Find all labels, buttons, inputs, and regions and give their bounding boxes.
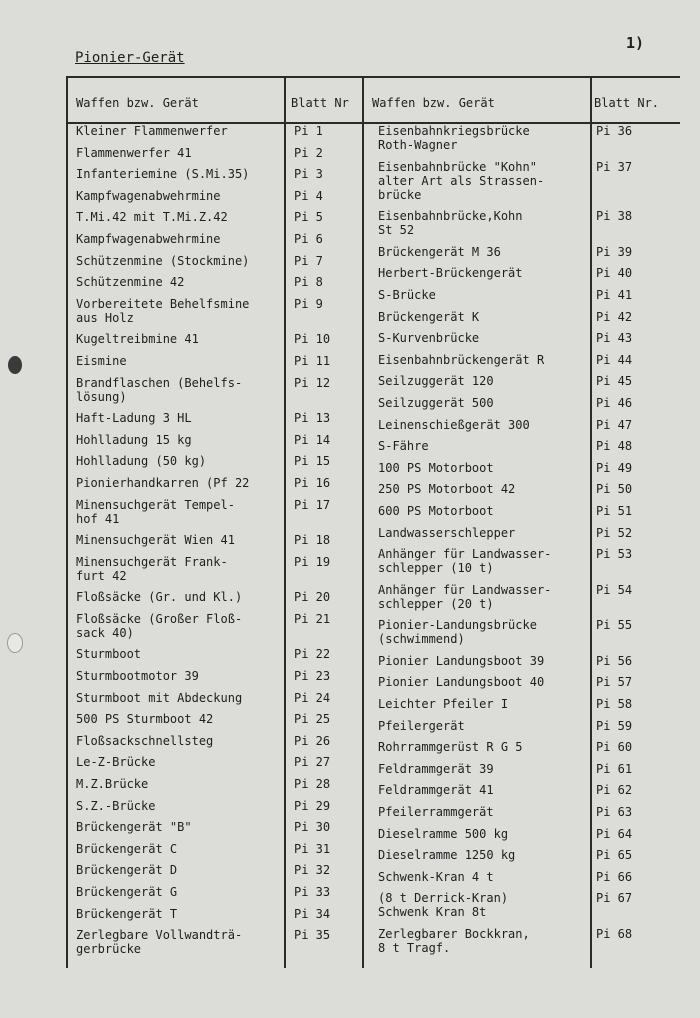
sheet-number: Pi 49: [596, 460, 633, 475]
equipment-name: Zerlegbare Vollwandträ- gerbrücke: [76, 928, 243, 957]
sheet-number: Pi 65: [596, 848, 633, 863]
table-row: [76, 498, 366, 534]
table-row: [76, 734, 366, 756]
equipment-name: Le-Z-Brücke: [76, 755, 156, 770]
equipment-name: Infanteriemine (S.Mi.35): [76, 167, 250, 182]
table-row: [378, 848, 668, 870]
equipment-name: Brückengerät D: [76, 863, 178, 878]
equipment-name: S-Brücke: [378, 287, 436, 302]
sheet-number: Pi 2: [294, 145, 323, 160]
table-row: [76, 555, 366, 591]
table-row: [76, 254, 366, 276]
table-row: [378, 245, 668, 267]
equipment-name: Sturmbootmotor 39: [76, 669, 199, 684]
equipment-name: Pionier Landungsboot 40: [378, 675, 545, 690]
equipment-name: Herbert-Brückengerät: [378, 266, 523, 281]
sheet-number: Pi 31: [294, 841, 331, 856]
table-row: [76, 885, 366, 907]
sheet-number: Pi 29: [294, 798, 331, 813]
equipment-table: [66, 76, 680, 968]
table-row: [378, 504, 668, 526]
equipment-name: Kugeltreibmine 41: [76, 332, 199, 347]
sheet-number: Pi 28: [294, 777, 331, 792]
equipment-name: Dieselramme 500 kg: [378, 826, 509, 841]
equipment-name: Hohlladung 15 kg: [76, 432, 192, 447]
table-row: [378, 870, 668, 892]
sheet-number: Pi 64: [596, 826, 633, 841]
table-row: [76, 691, 366, 713]
table-row: [378, 418, 668, 440]
header-right-name: Waffen bzw. Gerät: [372, 96, 495, 110]
table-row: [76, 928, 366, 964]
equipment-name: Zerlegbarer Bockkran, 8 t Tragf.: [378, 927, 530, 955]
table-row: [378, 891, 668, 927]
header-left-blatt: Blatt Nr: [291, 96, 349, 110]
table-row: [378, 288, 668, 310]
equipment-name: Pfeilergerät: [378, 718, 465, 733]
sheet-number: Pi 40: [596, 266, 633, 281]
punch-hole-icon: [8, 356, 22, 374]
table-row: [76, 232, 366, 254]
table-row: [76, 354, 366, 376]
sheet-number: Pi 9: [294, 296, 323, 311]
sheet-number: Pi 39: [596, 244, 633, 259]
sheet-number: Pi 21: [294, 611, 331, 626]
page-number: 1): [626, 34, 645, 52]
sheet-number: Pi 61: [596, 761, 633, 776]
equipment-name: Kampfwagenabwehrmine: [76, 231, 221, 246]
sheet-number: Pi 52: [596, 525, 633, 540]
table-row: [378, 697, 668, 719]
sheet-number: Pi 20: [294, 590, 331, 605]
right-column: [378, 124, 668, 963]
equipment-name: Flammenwerfer 41: [76, 145, 192, 160]
equipment-name: Brückengerät C: [76, 841, 178, 856]
table-row: [76, 476, 366, 498]
equipment-name: 250 PS Motorboot 42: [378, 482, 516, 497]
table-row: [76, 647, 366, 669]
table-row: [76, 907, 366, 929]
sheet-number: Pi 24: [294, 690, 331, 705]
table-row: [378, 927, 668, 963]
equipment-name: (8 t Derrick-Kran) Schwenk Kran 8t: [378, 891, 509, 920]
table-row: [76, 590, 366, 612]
sheet-number: Pi 8: [294, 275, 323, 290]
sheet-number: Pi 15: [294, 454, 331, 469]
equipment-name: Vorbereitete Behelfsmine aus Holz: [76, 296, 250, 325]
table-row: [378, 374, 668, 396]
sheet-number: Pi 62: [596, 783, 633, 798]
equipment-name: Brückengerät M 36: [378, 244, 501, 259]
table-row: [76, 799, 366, 821]
table-row: [76, 124, 366, 146]
sheet-number: Pi 63: [596, 805, 633, 820]
sheet-number: Pi 18: [294, 533, 331, 548]
equipment-name: Schützenmine 42: [76, 275, 185, 290]
equipment-name: Feldrammgerät 41: [378, 783, 494, 798]
sheet-number: Pi 3: [294, 167, 323, 182]
table-row: [76, 533, 366, 555]
equipment-name: Eisenbahnkriegsbrücke Roth-Wagner: [378, 124, 530, 152]
table-row: [76, 777, 366, 799]
sheet-number: Pi 10: [294, 332, 331, 347]
sheet-number: Pi 68: [596, 927, 633, 941]
equipment-name: Leinenschießgerät 300: [378, 417, 530, 432]
sheet-number: Pi 26: [294, 733, 331, 748]
table-row: [76, 863, 366, 885]
table-row: [378, 675, 668, 697]
table-row: [378, 124, 668, 160]
sheet-number: Pi 4: [294, 188, 323, 203]
equipment-name: Eisenbahnbrückengerät R: [378, 352, 545, 367]
table-row: [76, 669, 366, 691]
column-divider: [66, 78, 68, 968]
sheet-number: Pi 50: [596, 482, 633, 497]
equipment-name: Pionier-Landungsbrücke (schwimmend): [378, 618, 537, 647]
equipment-name: Sturmboot: [76, 647, 142, 662]
sheet-number: Pi 55: [596, 618, 633, 633]
sheet-number: Pi 38: [596, 209, 633, 224]
equipment-name: Leichter Pfeiler I: [378, 697, 509, 712]
sheet-number: Pi 14: [294, 432, 331, 447]
table-row: [76, 167, 366, 189]
table-row: [378, 310, 668, 332]
table-row: [378, 783, 668, 805]
sheet-number: Pi 48: [596, 439, 633, 454]
equipment-name: M.Z.Brücke: [76, 777, 149, 792]
equipment-name: Minensuchgerät Frank- furt 42: [76, 554, 228, 583]
sheet-number: Pi 13: [294, 411, 331, 426]
equipment-name: Floßsäcke (Gr. und Kl.): [76, 590, 243, 605]
sheet-number: Pi 56: [596, 653, 633, 668]
table-row: [378, 266, 668, 288]
equipment-name: Dieselramme 1250 kg: [378, 848, 516, 863]
table-row: [76, 411, 366, 433]
sheet-number: Pi 16: [294, 475, 331, 490]
table-row: [76, 755, 366, 777]
equipment-name: Feldrammgerät 39: [378, 761, 494, 776]
equipment-name: Anhänger für Landwasser- schlepper (10 t): [378, 547, 552, 576]
sheet-number: Pi 46: [596, 395, 633, 410]
table-row: [378, 547, 668, 583]
sheet-number: Pi 25: [294, 712, 331, 727]
equipment-name: 100 PS Motorboot: [378, 460, 494, 475]
sheet-number: Pi 17: [294, 497, 331, 512]
equipment-name: Sturmboot mit Abdeckung: [76, 690, 243, 705]
sheet-number: Pi 42: [596, 309, 633, 324]
equipment-name: Anhänger für Landwasser- schlepper (20 t): [378, 582, 552, 611]
equipment-name: S-Fähre: [378, 439, 429, 454]
sheet-number: Pi 37: [596, 159, 633, 174]
sheet-number: Pi 5: [294, 210, 323, 225]
equipment-name: Pionierhandkarren (Pf 22: [76, 475, 250, 490]
sheet-number: Pi 6: [294, 231, 323, 246]
equipment-name: Brückengerät T: [76, 906, 178, 921]
sheet-number: Pi 34: [294, 906, 331, 921]
equipment-name: Seilzuggerät 120: [378, 374, 494, 389]
equipment-name: 500 PS Sturmboot 42: [76, 712, 214, 727]
equipment-name: Kleiner Flammenwerfer: [76, 124, 228, 138]
equipment-name: Floßsackschnellsteg: [76, 733, 214, 748]
table-row: [76, 433, 366, 455]
sheet-number: Pi 54: [596, 582, 633, 597]
sheet-number: Pi 35: [294, 928, 331, 943]
sheet-number: Pi 36: [596, 124, 633, 138]
table-row: [76, 332, 366, 354]
sheet-number: Pi 59: [596, 718, 633, 733]
document-title: Pionier-Gerät: [75, 50, 185, 66]
table-row: [378, 654, 668, 676]
table-row: [378, 209, 668, 245]
sheet-number: Pi 11: [294, 353, 331, 368]
equipment-name: Seilzuggerät 500: [378, 395, 494, 410]
table-row: [378, 331, 668, 353]
equipment-name: Haft-Ladung 3 HL: [76, 411, 192, 426]
equipment-name: Schwenk-Kran 4 t: [378, 869, 494, 884]
equipment-name: Landwasserschlepper: [378, 525, 516, 540]
sheet-number: Pi 32: [294, 863, 331, 878]
sheet-number: Pi 41: [596, 287, 633, 302]
table-row: [76, 454, 366, 476]
sheet-number: Pi 7: [294, 253, 323, 268]
equipment-name: Brückengerät "B": [76, 820, 192, 835]
table-row: [76, 712, 366, 734]
equipment-name: Eisenbahnbrücke "Kohn" alter Art als Strassen- brücke: [378, 159, 545, 202]
sheet-number: Pi 33: [294, 885, 331, 899]
table-row: [76, 376, 366, 412]
equipment-name: Minensuchgerät Wien 41: [76, 533, 235, 548]
equipment-name: Kampfwagenabwehrmine: [76, 188, 221, 203]
sheet-number: Pi 43: [596, 331, 633, 346]
table-row: [378, 618, 668, 654]
table-row: [378, 762, 668, 784]
sheet-number: Pi 30: [294, 820, 331, 835]
table-row: [378, 719, 668, 741]
equipment-name: Rohrrammgerüst R G 5: [378, 740, 523, 755]
table-row: [76, 189, 366, 211]
equipment-name: Hohlladung (50 kg): [76, 454, 207, 469]
sheet-number: Pi 45: [596, 374, 633, 389]
table-row: [76, 820, 366, 842]
sheet-number: Pi 47: [596, 417, 633, 432]
sheet-number: Pi 12: [294, 375, 331, 390]
equipment-name: Brückengerät G: [76, 885, 178, 899]
sheet-number: Pi 53: [596, 547, 633, 562]
table-row: [378, 353, 668, 375]
equipment-name: Brückengerät K: [378, 309, 480, 324]
table-row: [76, 612, 366, 648]
equipment-name: Floßsäcke (Großer Floß- sack 40): [76, 611, 243, 640]
equipment-name: T.Mi.42 mit T.Mi.Z.42: [76, 210, 228, 225]
equipment-name: Schützenmine (Stockmine): [76, 253, 250, 268]
table-row: [378, 482, 668, 504]
sheet-number: Pi 67: [596, 891, 633, 906]
table-row: [76, 297, 366, 333]
table-row: [378, 439, 668, 461]
table-row: [378, 740, 668, 762]
sheet-number: Pi 1: [294, 124, 323, 138]
equipment-name: Brandflaschen (Behelfs- lösung): [76, 375, 243, 404]
sheet-number: Pi 44: [596, 352, 633, 367]
sheet-number: Pi 22: [294, 647, 331, 662]
equipment-name: 600 PS Motorboot: [378, 503, 494, 518]
sheet-number: Pi 60: [596, 740, 633, 755]
table-row: [378, 583, 668, 619]
header-right-blatt: Blatt Nr.: [594, 96, 660, 110]
equipment-name: Pfeilerrammgerät: [378, 805, 494, 820]
punch-hole-icon: [8, 634, 22, 652]
table-row: [378, 396, 668, 418]
table-row: [378, 160, 668, 210]
sheet-number: Pi 58: [596, 697, 633, 712]
equipment-name: Eisenbahnbrücke,Kohn St 52: [378, 209, 523, 238]
sheet-number: Pi 66: [596, 869, 633, 884]
sheet-number: Pi 51: [596, 503, 633, 518]
equipment-name: S.Z.-Brücke: [76, 798, 156, 813]
table-row: [378, 805, 668, 827]
table-row: [378, 526, 668, 548]
equipment-name: S-Kurvenbrücke: [378, 331, 480, 346]
table-row: [76, 842, 366, 864]
sheet-number: Pi 57: [596, 675, 633, 690]
table-row: [378, 461, 668, 483]
equipment-name: Minensuchgerät Tempel- hof 41: [76, 497, 235, 526]
left-column: [76, 124, 366, 964]
sheet-number: Pi 19: [294, 554, 331, 569]
equipment-name: Eismine: [76, 353, 127, 368]
sheet-number: Pi 23: [294, 669, 331, 684]
sheet-number: Pi 27: [294, 755, 331, 770]
table-row: [76, 146, 366, 168]
table-row: [378, 827, 668, 849]
equipment-name: Pionier Landungsboot 39: [378, 653, 545, 668]
header-left-name: Waffen bzw. Gerät: [76, 96, 199, 110]
table-row: [76, 210, 366, 232]
table-row: [76, 275, 366, 297]
